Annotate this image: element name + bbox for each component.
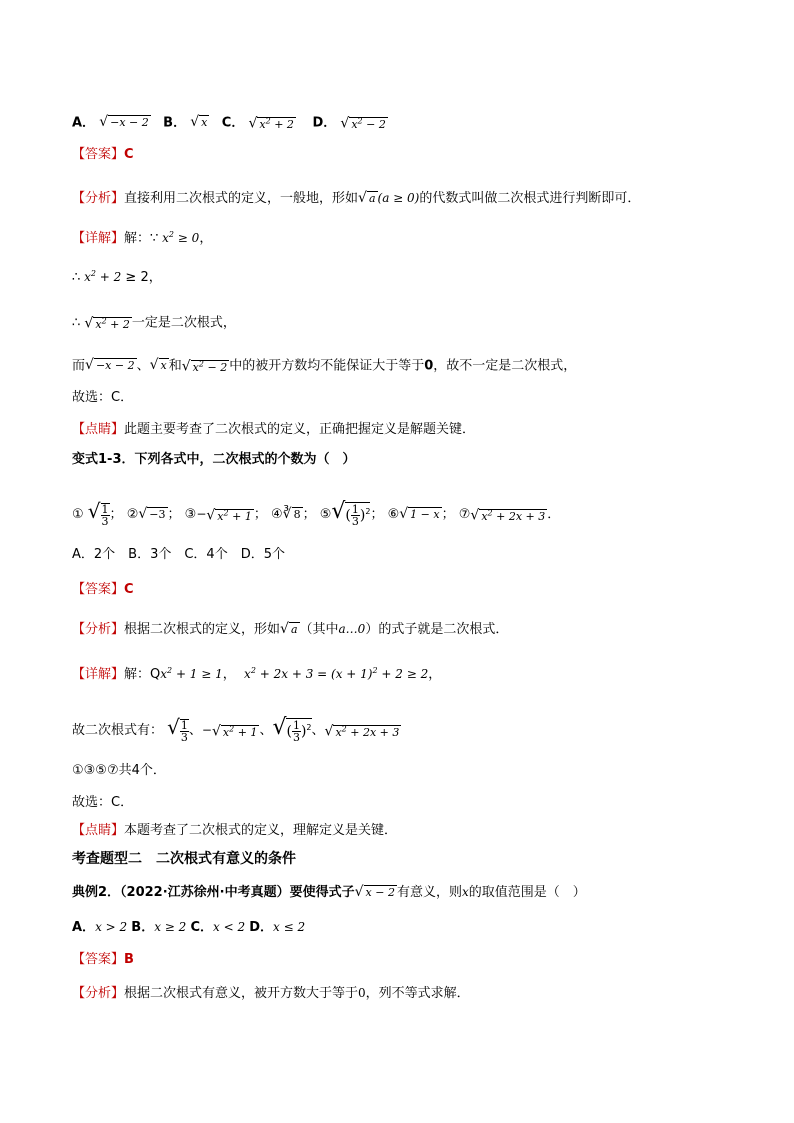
q3-answer-value: B [124, 952, 134, 967]
detail-4-sep: 、 [136, 358, 150, 374]
q2-title-text: 变式1-3．下列各式中，二次根式的个数为（ ） [72, 452, 356, 467]
q2-comment-text: 本题考查了二次根式的定义，理解定义是关键． [124, 823, 398, 838]
item-6-expr: √ 1 − x [399, 506, 440, 523]
q3-analysis [72, 984, 470, 1003]
sep-4: ； [302, 507, 316, 523]
option-d-label: D． [312, 115, 337, 131]
detail-4-b: 中的被开方数均不能保证大于等于 [229, 358, 425, 374]
item-7-num: ⑦ [458, 507, 471, 523]
q3-title-b: 有意义，则 [396, 885, 462, 900]
answer-value: C [124, 147, 134, 162]
detail-4-e1: √ −x − 2 [85, 357, 135, 374]
detail-4-zero: 0 [424, 358, 434, 374]
detail-4-e3: √ $x^2 - 2$ [181, 358, 228, 375]
detail-3-prefix: ∴ [72, 315, 81, 331]
q2-choose-text: 故选：C． [72, 795, 134, 810]
q2-analysis-c: ）的式子就是二次根式． [365, 622, 509, 637]
q2-comment-tag: 【点睛】 [72, 823, 125, 838]
q2-detail-2: 故二次根式有： √ $\frac{1}{3}$ 、−√ $x^2 + 1$ 、√( $\frac{1}{3}$ )$^2$、√ $x^2 + 2x + 3$ [72, 715, 400, 745]
item-7-expr: √ $x^2 + 2x + 3$ [470, 507, 546, 524]
q2-answer [72, 581, 134, 599]
detail-4-c: ，故不一定是二次根式， [433, 358, 577, 374]
q2-detail-1: 【详解】解：$Qx^2 + 1 \ge 1$， $x^2 + 2x + 3 = (x + 1)^2 + 2 \ge 2$， [72, 666, 442, 682]
q2-list-sep-3: 、 [311, 723, 325, 739]
q2-list-3: √( $\frac{1}{3}$ )$^2$ [272, 715, 312, 745]
analysis-text-a: 直接利用二次根式的定义，一般地，形如 [124, 191, 359, 206]
q1-analysis: 【分析】直接利用二次根式的定义，一般地，形如√ a (a ≥ 0)的代数式叫做二次根式进行判断即可． [72, 190, 641, 206]
q3-title-var: x [461, 885, 469, 899]
item-3-expr: √ $x^2 + 1$ [206, 507, 252, 524]
q3-option-b-label: B． [131, 920, 155, 935]
item-4-num: ④ [270, 507, 283, 523]
item-4-expr: ∛ 8 [282, 506, 301, 523]
q1-choose [72, 389, 133, 407]
option-c-label: C． [221, 115, 245, 131]
q3-option-a-expr: x > 2 [95, 920, 128, 934]
item-1-expr: √ $\frac{1}{3}$ [87, 499, 109, 528]
q2-list-2: √ $x^2 + 1$ [211, 723, 258, 740]
option-b-label: B． [163, 115, 187, 131]
item-1-num: ① [72, 507, 84, 523]
q3-analysis-zero: 0 [358, 986, 366, 1000]
q2-detail-1a: 解：Q [124, 667, 161, 682]
items-end: ． [547, 507, 561, 523]
analysis-expr: √ a [358, 190, 376, 206]
detail-tag: 【详解】 [72, 231, 125, 246]
q2-title [72, 451, 356, 469]
q3-option-d-label: D． [249, 920, 274, 935]
q3-analysis-b: ，列不等式求解． [365, 986, 470, 1001]
q2-options [72, 546, 285, 564]
q3-title-expr: √ x − 2 [354, 884, 395, 900]
section-title-text: 考查题型二 二次根式有意义的条件 [72, 851, 296, 867]
q3-option-b-expr: x ≥ 2 [154, 920, 187, 934]
analysis-tag: 【分析】 [72, 191, 125, 206]
q2-analysis-b: （其中 [299, 622, 339, 637]
q2-list-4: √ $x^2 + 2x + 3$ [324, 723, 400, 740]
q1-comment [72, 421, 475, 439]
sep-1: ； [109, 507, 123, 523]
item-2-num: ② [126, 507, 139, 523]
item-5-expr: √( $\frac{1}{3}$ )$^2$ [331, 499, 371, 529]
q2-choose [72, 794, 133, 812]
detail-3-expr: √ $x^2 + 2$ [84, 315, 130, 332]
q1-answer [72, 146, 134, 164]
option-c-expr: √ $x^2 + 2$ [248, 115, 294, 132]
q2-detail-3 [72, 762, 166, 780]
q1-detail-1: 【详解】解：∵ $x^2 \ge 0$， [72, 230, 213, 246]
option-b-expr: √ x [190, 114, 208, 131]
q1-detail-3 [72, 312, 236, 334]
q2-detail-1c: ， [222, 667, 236, 682]
q2-detail-1e: ， [428, 667, 442, 682]
q2-answer-value: C [124, 582, 134, 597]
detail-4-and: 和 [168, 358, 182, 374]
analysis-text-b: 的代数式叫做二次根式进行判断即可． [419, 191, 641, 206]
detail-3-suffix: 一定是二次根式， [131, 315, 236, 331]
item-6-num: ⑥ [387, 507, 400, 523]
q1-options [72, 112, 388, 134]
detail-4-a: 而 [72, 358, 86, 374]
sep-3: ； [253, 507, 267, 523]
q2-detail-2-label: 故二次根式有： [72, 723, 164, 739]
q3-title-c: 的取值范围是（ ） [468, 885, 586, 900]
q3-title-a: 典例2．（2022·江苏徐州·中考真题）要使得式子 [72, 885, 355, 900]
q2-options-text: A．2个 B．3个 C．4个 D．5个 [72, 547, 285, 562]
q2-detail-tag: 【详解】 [72, 667, 125, 682]
item-2-expr: √ −3 [138, 506, 166, 523]
q3-answer-tag: 【答案】 [72, 952, 125, 967]
q2-items: ① √ $\frac{1}{3}$ ； ②√ −3 ； ③−√ $x^2 + 1$ ； ④∛ 8 ； ⑤√( $\frac{1}{3}$ )$^2$； ⑥√ 1 − x ； ⑦√ $x^2 + 2x + 3$ ． [72, 499, 561, 529]
q2-detail-3-text: ①③⑤⑦共4个． [72, 763, 166, 778]
q3-analysis-tag: 【分析】 [72, 986, 125, 1001]
q2-answer-tag: 【答案】 [72, 582, 125, 597]
q2-list-sep-2: 、 [259, 723, 273, 739]
q2-analysis-a: 根据二次根式的定义，形如 [124, 622, 281, 637]
q2-list-sep-1: 、 [188, 723, 202, 739]
q3-option-c-label: C． [190, 920, 213, 935]
q1-choose-text: 故选：C． [72, 390, 134, 405]
option-d-expr: √ $x^2 - 2$ [340, 115, 386, 132]
q3-answer [72, 951, 134, 969]
q1-detail-4 [72, 355, 576, 377]
q3-option-a-label: A． [72, 920, 96, 935]
q3-option-c-expr: x < 2 [213, 920, 246, 934]
answer-tag: 【答案】 [72, 147, 125, 162]
option-a-expr: √ −x − 2 [99, 114, 149, 131]
q1-detail-2: ∴ $x^2 + 2 \ge 2$， [72, 269, 162, 285]
sep-6: ； [441, 507, 455, 523]
option-a-label: A． [72, 115, 96, 131]
q2-analysis-tag: 【分析】 [72, 622, 125, 637]
detail-4-e2: √ x [149, 357, 167, 374]
item-3-num: ③ [184, 507, 197, 523]
comment-tag: 【点睛】 [72, 422, 125, 437]
q2-analysis-cond: a…0 [338, 622, 366, 636]
q2-list-1: √ $\frac{1}{3}$ [167, 715, 188, 744]
q2-analysis-expr: √ a [280, 621, 298, 637]
comment-text: 此题主要考查了二次根式的定义，正确把握定义是解题关键． [124, 422, 476, 437]
sep-5: ； [370, 507, 384, 523]
q3-option-d-expr: x ≤ 2 [273, 920, 306, 934]
sep-2: ； [167, 507, 181, 523]
q3-options [72, 918, 305, 937]
q2-comment [72, 822, 397, 840]
q3-analysis-text: 根据二次根式有意义，被开方数大于等于 [124, 986, 359, 1001]
item-5-num: ⑤ [319, 507, 332, 523]
section-title [72, 850, 296, 868]
q3-title [72, 883, 586, 902]
q2-analysis [72, 620, 508, 639]
